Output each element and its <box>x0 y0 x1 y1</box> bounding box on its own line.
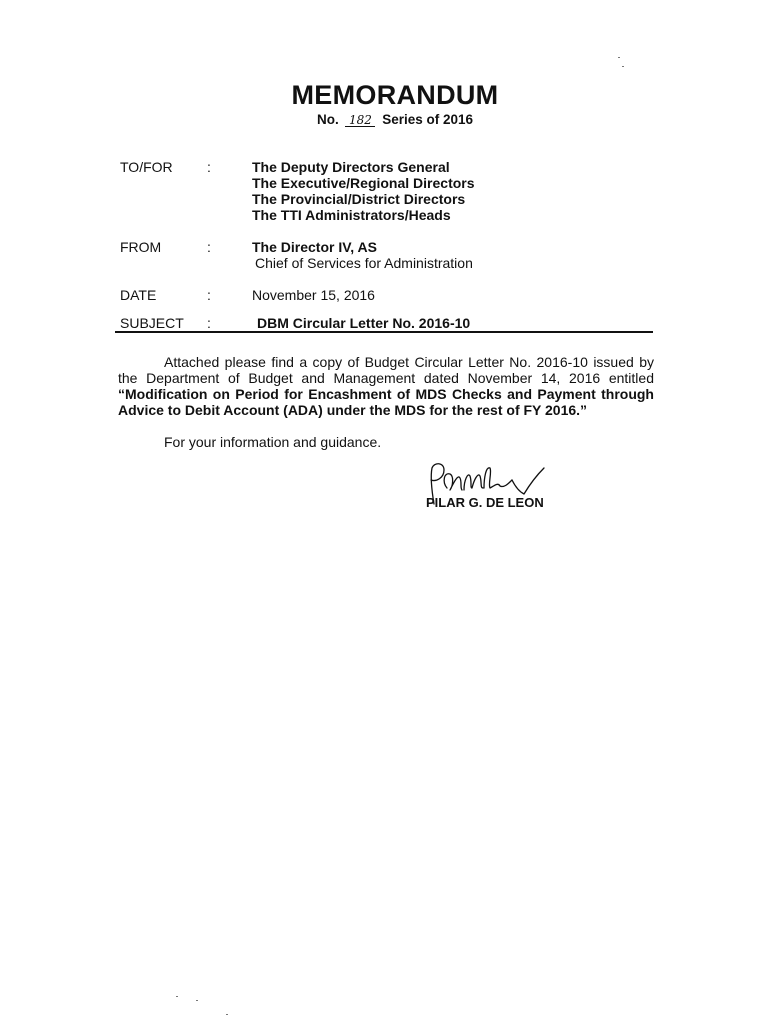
body-intro: Attached please find a copy of Budget Circular Letter No. 2016-10 issued by the Department of Budget and Management dated November 14, 2016 entitled <box>118 354 654 386</box>
recipient-line: The TTI Administrators/Heads <box>252 207 451 223</box>
date-colon: : <box>207 287 211 303</box>
from-title: Chief of Services for Administration <box>255 255 473 271</box>
subject-value: DBM Circular Letter No. 2016-10 <box>257 315 471 331</box>
body-text <box>118 354 654 418</box>
scan-speck <box>196 1000 198 1001</box>
memo-number-handwritten: 182 <box>345 114 375 127</box>
memo-number-prefix: No. <box>316 112 339 127</box>
from-name: The Director IV, AS <box>252 239 378 255</box>
memo-number-line <box>0 112 768 127</box>
signer-name: PILAR G. DE LEON <box>426 495 544 510</box>
from-sender <box>252 239 473 271</box>
header-divider <box>115 331 653 333</box>
scan-speck <box>226 1014 228 1015</box>
to-colon: : <box>207 159 211 175</box>
date-value: November 15, 2016 <box>252 287 375 303</box>
subject-label: SUBJECT <box>120 315 184 331</box>
memo-title: MEMORANDUM <box>291 80 499 110</box>
scan-speck <box>618 57 620 58</box>
to-label: TO/FOR <box>120 159 173 175</box>
recipient-line: The Deputy Directors General <box>252 159 450 175</box>
scan-speck <box>176 996 178 997</box>
from-colon: : <box>207 239 211 255</box>
memo-series: Series of 2016 <box>382 112 474 127</box>
date-label: DATE <box>120 287 157 303</box>
body-paragraph <box>118 354 654 418</box>
recipient-line: The Provincial/District Directors <box>252 191 466 207</box>
body-emphasis: “Modification on Period for Encashment of MDS Checks and Payment through Advice to Debit Account (ADA) under the MDS for the rest of FY 2016.” <box>118 386 654 418</box>
to-recipients <box>252 159 475 223</box>
scan-speck <box>622 66 624 67</box>
subject-colon: : <box>207 315 211 331</box>
closing-line: For your information and guidance. <box>164 434 382 450</box>
from-label: FROM <box>120 239 162 255</box>
recipient-line: The Executive/Regional Directors <box>252 175 475 191</box>
